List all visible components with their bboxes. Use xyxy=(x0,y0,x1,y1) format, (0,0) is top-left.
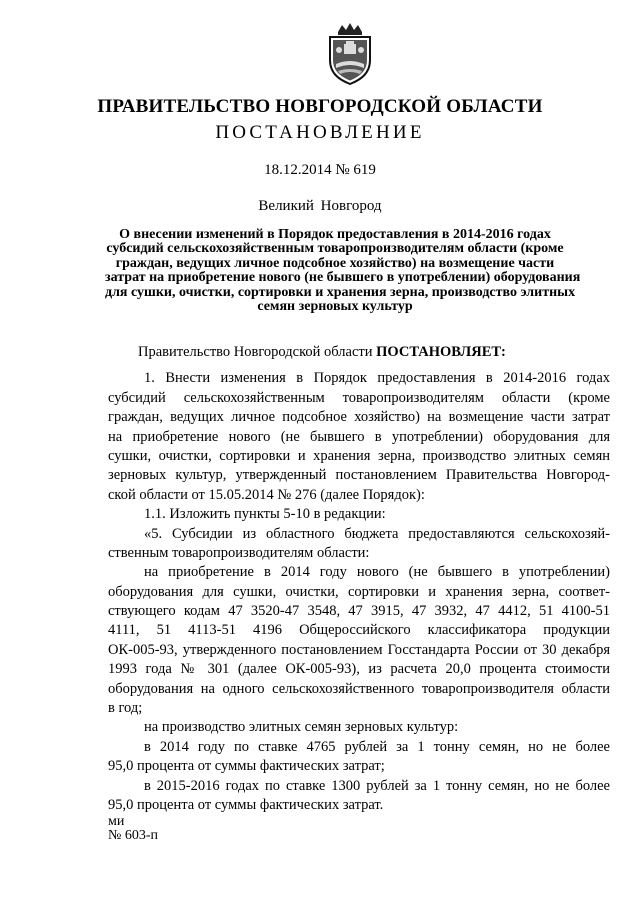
title-line: затрат на приобретение нового (не бывшего в употреблении) оборудования xyxy=(105,270,581,286)
body-line: ской области от 15.05.2014 № 276 (далее Порядок): xyxy=(108,486,425,503)
body-line: 95,0 процента от суммы фактических затрат; xyxy=(108,758,385,775)
preamble xyxy=(108,343,610,362)
spacer xyxy=(108,362,610,369)
preamble-text: Правительство Новгородской области xyxy=(138,344,377,360)
body-line: на приобретение нового (не бывшего в употреблении) оборудования для xyxy=(108,428,610,445)
body-line: в 2015-2016 годах по ставке 1300 рублей за 1 тонну семян, но не более xyxy=(144,777,610,794)
document-type: ПОСТАНОВЛЕНИЕ xyxy=(215,122,425,143)
coat-of-arms-icon xyxy=(324,22,376,86)
document-footer xyxy=(108,815,158,843)
body-line: зерновых культур, утвержденный постановлением Правительства Новгород- xyxy=(108,467,610,484)
body-line: 4111, 51 4113-51 4196 Общероссийского классификатора продукции xyxy=(108,622,610,639)
body-line: в 2014 году по ставке 4765 рублей за 1 тонну семян, но не более xyxy=(144,738,610,755)
body-line: ственным товаропроизводителям области: xyxy=(108,544,370,561)
title-line: субсидий сельскохозяйственным товаропроизводителям области (кроме xyxy=(106,241,564,257)
title-line: граждан, ведущих личное подсобное хозяйство) на возмещение части xyxy=(115,255,555,271)
body-line: ОК-005-93, утвержденного постановлением Госстандарта России от 30 декабря xyxy=(108,641,610,658)
document-city: Великий Новгород xyxy=(258,198,382,214)
footer-initials: ми xyxy=(108,814,125,829)
body-line: на приобретение в 2014 году нового (не бывшего в употреблении) xyxy=(144,564,610,581)
title-line: семян зерновых культур xyxy=(257,299,413,315)
document-body xyxy=(108,343,610,815)
body-line: граждан, ведущих личное подсобное хозяйство) на возмещение части затрат xyxy=(108,409,610,426)
title-line: для сушки, очистки, сортировки и хранения зерна, производство элитных xyxy=(105,284,576,300)
body-line: 1993 года № 301 (далее ОК-005-93), из расчета 20,0 процента стоимости xyxy=(108,661,610,678)
body-line: на производство элитных семян зерновых культур: xyxy=(144,719,459,736)
body-line: оборудования на одного сельскохозяйственного товаропроизводителя области xyxy=(108,680,610,697)
title-line: О внесении изменений в Порядок предоставления в 2014-2016 годах xyxy=(119,227,551,242)
body-line: 1. Внести изменения в Порядок предоставления в 2014-2016 годах xyxy=(144,370,610,387)
body-line: субсидий сельскохозяйственным товаропроизводителям области (кроме xyxy=(108,389,610,406)
footer-reference: № 603-п xyxy=(108,828,159,843)
body-line: в год; xyxy=(108,700,143,717)
document-title xyxy=(105,227,581,315)
document-date-number: 18.12.2014 № 619 xyxy=(264,162,376,178)
body-line: ствующего кодам 47 3520-47 3548, 47 3915, 47 3932, 47 4412, 51 4100-51 xyxy=(108,603,610,620)
organization-name: ПРАВИТЕЛЬСТВО НОВГОРОДСКОЙ ОБЛАСТИ xyxy=(97,96,543,117)
body-line: 1.1. Изложить пункты 5-10 в редакции: xyxy=(144,506,386,523)
body-line: 95,0 процента от суммы фактических затрат. xyxy=(108,796,384,813)
body-line: «5. Субсидии из областного бюджета предоставляются сельскохозяй- xyxy=(144,525,610,542)
body-line: сушки, очистки, сортировки и хранения зерна, производство элитных семян xyxy=(108,447,610,464)
body-line: оборудования для сушки, очистки, сортировки и хранения зерна, соответ- xyxy=(108,583,610,600)
preamble-keyword: ПОСТАНОВЛЯЕТ: xyxy=(376,344,506,360)
